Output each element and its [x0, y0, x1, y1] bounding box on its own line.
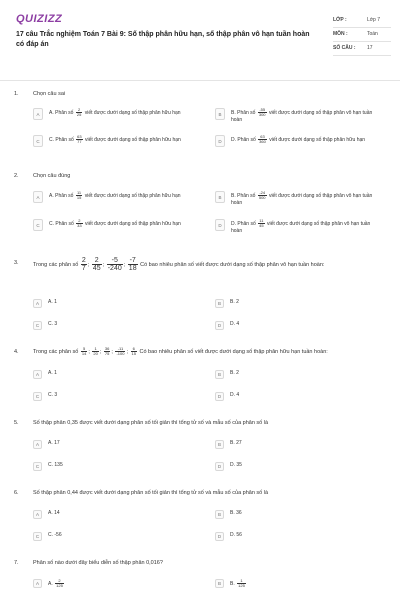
- option-letter-badge: A: [33, 440, 42, 449]
- option-a[interactable]: [33, 440, 60, 449]
- option-a[interactable]: [33, 191, 199, 203]
- option-text: C. Phân số $\frac{63}{77}$ viết được dưới dạng số thập phân hữu hạn: [49, 134, 181, 144]
- option-letter-badge: A: [33, 108, 43, 120]
- option-text: D. 35: [230, 462, 242, 468]
- option-c[interactable]: [33, 392, 57, 401]
- question-number: 6.: [14, 490, 19, 496]
- option-text: D. 56: [230, 532, 242, 538]
- option-text: A. 1: [48, 370, 57, 376]
- option-d[interactable]: [215, 321, 239, 330]
- quizizz-logo: QUIZIZZ: [16, 13, 63, 25]
- question-number: 7.: [14, 560, 19, 566]
- option-text: C. 3: [48, 321, 58, 327]
- option-letter-badge: B: [215, 579, 224, 588]
- question-number: 2.: [14, 173, 19, 179]
- option-a[interactable]: [33, 510, 60, 519]
- option-a[interactable]: [33, 579, 65, 588]
- option-d[interactable]: [215, 219, 381, 235]
- option-text: D. Phân số $\frac{11}{45}$ viết được dưới dạng số thập phân vô hạn tuần hoàn: [231, 218, 371, 234]
- option-text: C. -56: [48, 532, 62, 538]
- option-b[interactable]: [215, 510, 242, 519]
- option-text: D. 4: [230, 321, 240, 327]
- option-letter-badge: B: [215, 108, 225, 120]
- header-divider: [0, 80, 400, 81]
- question-text: Số thập phân 0,35 được viết dưới dạng phân số tối giản thì tổng tử số và mẫu số của phân số là: [33, 420, 269, 426]
- question-text: Trong các phân số $\frac{2}{7}$ ; $\frac{2}{45}$ ; $\frac{-5}{-240}$ ; $\frac{-7}{18}$ Có bao nhiêu phân số viết được dưới dạng số thập phân vô hạn tuần hoàn:: [33, 257, 325, 272]
- option-letter-badge: B: [215, 299, 224, 308]
- question-text: Chọn câu đúng: [33, 173, 71, 179]
- option-text: A. $\frac{2}{125}$: [48, 578, 63, 588]
- option-c[interactable]: [33, 462, 63, 471]
- option-text: C. 3: [48, 392, 58, 398]
- option-letter-badge: A: [33, 579, 42, 588]
- option-c[interactable]: [33, 135, 199, 147]
- question-number: 5.: [14, 420, 19, 426]
- option-letter-badge: B: [215, 191, 225, 203]
- option-letter-badge: D: [215, 135, 225, 147]
- option-c[interactable]: [33, 321, 57, 330]
- question-number: 4.: [14, 349, 19, 355]
- option-b[interactable]: [215, 108, 381, 124]
- option-letter-badge: D: [215, 532, 224, 541]
- option-text: B. $\frac{1}{125}$: [230, 578, 245, 588]
- question-number: 3.: [14, 260, 19, 266]
- option-letter-badge: A: [33, 191, 43, 203]
- option-letter-badge: C: [33, 219, 43, 231]
- option-text: B. Phân số $\frac{-55}{300}$ viết được dưới dạng số thập phân vô hạn tuần hoàn: [231, 107, 373, 123]
- meta-count-row: [333, 42, 391, 56]
- class-value: Lớp 7: [367, 17, 381, 23]
- option-text: B. Phân số $\frac{-24}{500}$ viết được dưới dạng số thập phân vô hạn tuần hoàn: [231, 190, 373, 206]
- question-text: Chọn câu sai: [33, 91, 66, 97]
- worksheet-meta: [333, 14, 391, 56]
- option-letter-badge: C: [33, 392, 42, 401]
- option-text: B. 2: [230, 299, 239, 305]
- worksheet-title: 17 câu Trắc nghiệm Toán 7 Bài 9: Số thập phân hữu hạn, số thập phân vô hạn tuần hoàn có đáp án: [16, 31, 310, 48]
- option-letter-badge: B: [215, 370, 224, 379]
- option-c[interactable]: [33, 219, 199, 231]
- question-text: Số thập phân 0,44 được viết dưới dạng phân số tối giản thì tổng tử số và mẫu số của phân số là: [33, 490, 269, 496]
- option-letter-badge: A: [33, 510, 42, 519]
- meta-subject-row: [333, 28, 391, 42]
- option-b[interactable]: [215, 579, 247, 588]
- option-text: B. 27: [230, 440, 242, 446]
- count-label: SỐ CÂU :: [333, 45, 356, 51]
- option-c[interactable]: [33, 532, 62, 541]
- question-text: Trong các phân số $\frac{5}{14}$ ; $\frac{1}{20}$ ; $\frac{36}{75}$ ; $\frac{-11}{-100}$ ; $\frac{6}{15}$ Có bao nhiêu phân số viết được dưới dạng số thập phân hữu hạn tuần hoàn:: [33, 346, 328, 356]
- option-a[interactable]: [33, 370, 57, 379]
- option-letter-badge: A: [33, 370, 42, 379]
- option-d[interactable]: [215, 462, 242, 471]
- option-letter-badge: D: [215, 219, 225, 231]
- option-a[interactable]: [33, 108, 199, 120]
- question-text: Phân số nào dưới đây biểu diễn số thập phân 0,016?: [33, 560, 163, 566]
- option-text: A. 17: [48, 440, 60, 446]
- option-text: A. 1: [48, 299, 57, 305]
- option-letter-badge: C: [33, 135, 43, 147]
- option-a[interactable]: [33, 299, 57, 308]
- option-text: A. 14: [48, 510, 60, 516]
- option-b[interactable]: [215, 299, 239, 308]
- option-d[interactable]: [215, 392, 239, 401]
- option-letter-badge: B: [215, 510, 224, 519]
- option-text: A. Phân số $\frac{11}{15}$ viết được dưới dạng số thập phân hữu hạn: [49, 190, 181, 200]
- option-d[interactable]: [215, 135, 381, 147]
- question-number: 1.: [14, 91, 19, 97]
- option-letter-badge: B: [215, 440, 224, 449]
- option-letter-badge: C: [33, 462, 42, 471]
- option-letter-badge: C: [33, 532, 42, 541]
- option-letter-badge: C: [33, 321, 42, 330]
- option-letter-badge: D: [215, 462, 224, 471]
- option-text: D. 4: [230, 392, 240, 398]
- option-d[interactable]: [215, 532, 242, 541]
- subject-value: Toán: [367, 31, 378, 37]
- option-text: D. Phân số $\frac{63}{360}$ viết được dưới dạng số thập phân hữu hạn: [231, 134, 366, 144]
- option-text: A. Phân số $\frac{2}{25}$ viết được dưới dạng số thập phân hữu hạn: [49, 107, 181, 117]
- option-b[interactable]: [215, 191, 381, 207]
- class-label: LỚP :: [333, 17, 347, 23]
- option-b[interactable]: [215, 370, 239, 379]
- option-text: B. 2: [230, 370, 239, 376]
- option-text: C. Phân số $\frac{2}{33}$ viết được dưới dạng số thập phân hữu hạn: [49, 218, 181, 228]
- option-letter-badge: A: [33, 299, 42, 308]
- option-b[interactable]: [215, 440, 242, 449]
- option-text: B. 36: [230, 510, 242, 516]
- meta-class-row: [333, 14, 391, 28]
- option-text: C. 135: [48, 462, 63, 468]
- subject-label: MÔN :: [333, 31, 348, 37]
- option-letter-badge: D: [215, 321, 224, 330]
- option-letter-badge: D: [215, 392, 224, 401]
- count-value: 17: [367, 45, 373, 51]
